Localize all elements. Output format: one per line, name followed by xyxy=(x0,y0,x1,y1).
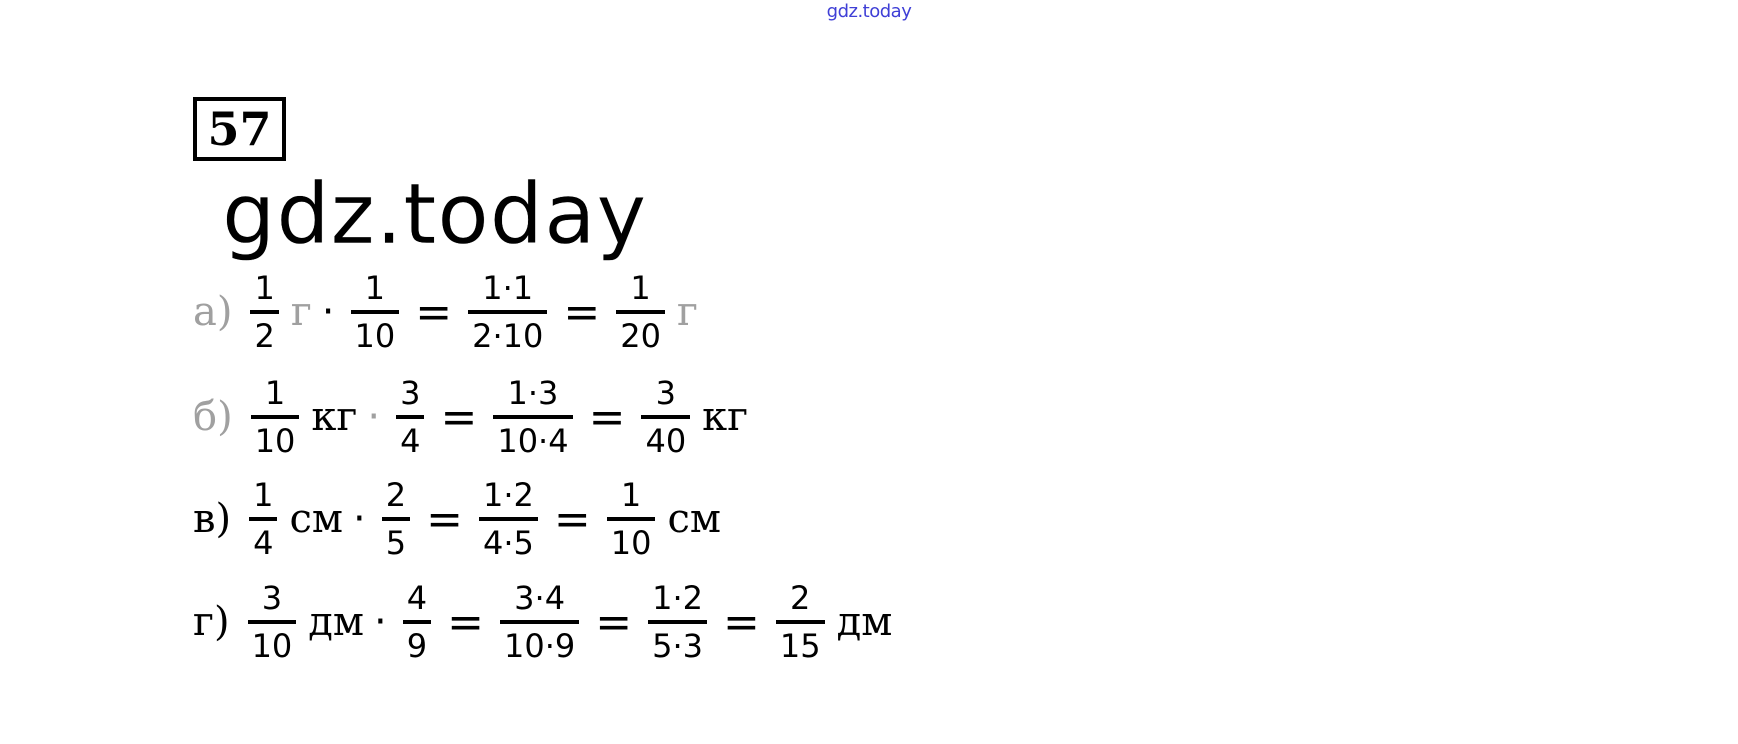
denominator: 2·10 xyxy=(468,310,547,352)
equals-sign: = xyxy=(595,596,633,648)
task-number: 57 xyxy=(207,102,272,156)
fraction xyxy=(351,269,400,355)
fraction xyxy=(249,476,277,562)
numerator: 1 xyxy=(364,269,386,307)
fraction xyxy=(396,374,424,460)
unit: кг xyxy=(311,394,358,440)
unit: дм xyxy=(308,599,365,645)
unit: г xyxy=(676,289,698,335)
denominator: 9 xyxy=(403,620,431,662)
fraction xyxy=(382,476,410,562)
numerator: 1 xyxy=(253,476,274,514)
multiply-sign: · xyxy=(353,496,366,542)
fraction xyxy=(641,374,690,460)
numerator: 1·2 xyxy=(652,579,703,617)
problem-a xyxy=(193,269,698,355)
problem-label: б) xyxy=(193,394,233,440)
fraction xyxy=(250,269,278,355)
equals-sign: = xyxy=(563,286,601,338)
fraction xyxy=(479,476,538,562)
fraction xyxy=(500,579,579,665)
denominator: 2 xyxy=(250,310,278,352)
equals-sign: = xyxy=(553,493,591,545)
fraction xyxy=(648,579,707,665)
fraction xyxy=(607,476,656,562)
numerator: 1 xyxy=(630,269,651,307)
multiply-sign: · xyxy=(367,394,381,440)
denominator: 10 xyxy=(248,620,297,662)
numerator: 1·3 xyxy=(507,374,559,412)
unit: см xyxy=(289,496,343,542)
denominator: 5·3 xyxy=(648,620,707,662)
numerator: 3 xyxy=(400,374,421,412)
denominator: 4·5 xyxy=(479,517,538,559)
denominator: 4 xyxy=(249,517,277,559)
numerator: 2 xyxy=(790,579,811,617)
unit: см xyxy=(667,496,721,542)
numerator: 1 xyxy=(264,374,286,412)
problem-v xyxy=(193,476,721,562)
fraction xyxy=(248,579,297,665)
site-watermark: gdz.today xyxy=(826,1,912,22)
denominator: 40 xyxy=(641,415,690,457)
denominator: 15 xyxy=(776,620,825,662)
denominator: 4 xyxy=(396,415,424,457)
fraction xyxy=(468,269,547,355)
denominator: 10 xyxy=(251,415,300,457)
numerator: 1 xyxy=(620,476,642,514)
logo-watermark: gdz.today xyxy=(222,165,648,263)
task-number-box xyxy=(193,97,286,161)
problem-label: в) xyxy=(193,496,232,542)
numerator: 1 xyxy=(254,269,275,307)
equals-sign: = xyxy=(440,391,478,443)
denominator: 5 xyxy=(382,517,410,559)
unit: дм xyxy=(836,599,893,645)
problem-label: г) xyxy=(193,599,230,645)
numerator: 3·4 xyxy=(514,579,566,617)
equals-sign: = xyxy=(415,286,453,338)
equals-sign: = xyxy=(426,493,463,545)
denominator: 10 xyxy=(351,310,400,352)
equals-sign: = xyxy=(447,596,484,648)
equals-sign: = xyxy=(588,391,626,443)
numerator: 4 xyxy=(406,579,428,617)
fraction xyxy=(403,579,431,665)
numerator: 1·2 xyxy=(482,476,534,514)
numerator: 3 xyxy=(655,374,676,412)
unit: г xyxy=(290,289,312,335)
problem-g xyxy=(193,579,893,665)
fraction xyxy=(493,374,572,460)
equals-sign: = xyxy=(723,596,760,648)
denominator: 10 xyxy=(607,517,656,559)
fraction xyxy=(776,579,825,665)
fraction xyxy=(616,269,665,355)
multiply-sign: · xyxy=(321,289,335,335)
numerator: 1·1 xyxy=(482,269,534,307)
numerator: 3 xyxy=(261,579,283,617)
denominator: 10·4 xyxy=(493,415,572,457)
denominator: 20 xyxy=(616,310,665,352)
problem-label: а) xyxy=(193,289,233,335)
numerator: 2 xyxy=(385,476,407,514)
problem-b xyxy=(193,374,749,460)
unit: кг xyxy=(702,394,749,440)
denominator: 10·9 xyxy=(500,620,579,662)
fraction xyxy=(251,374,300,460)
multiply-sign: · xyxy=(374,599,387,645)
